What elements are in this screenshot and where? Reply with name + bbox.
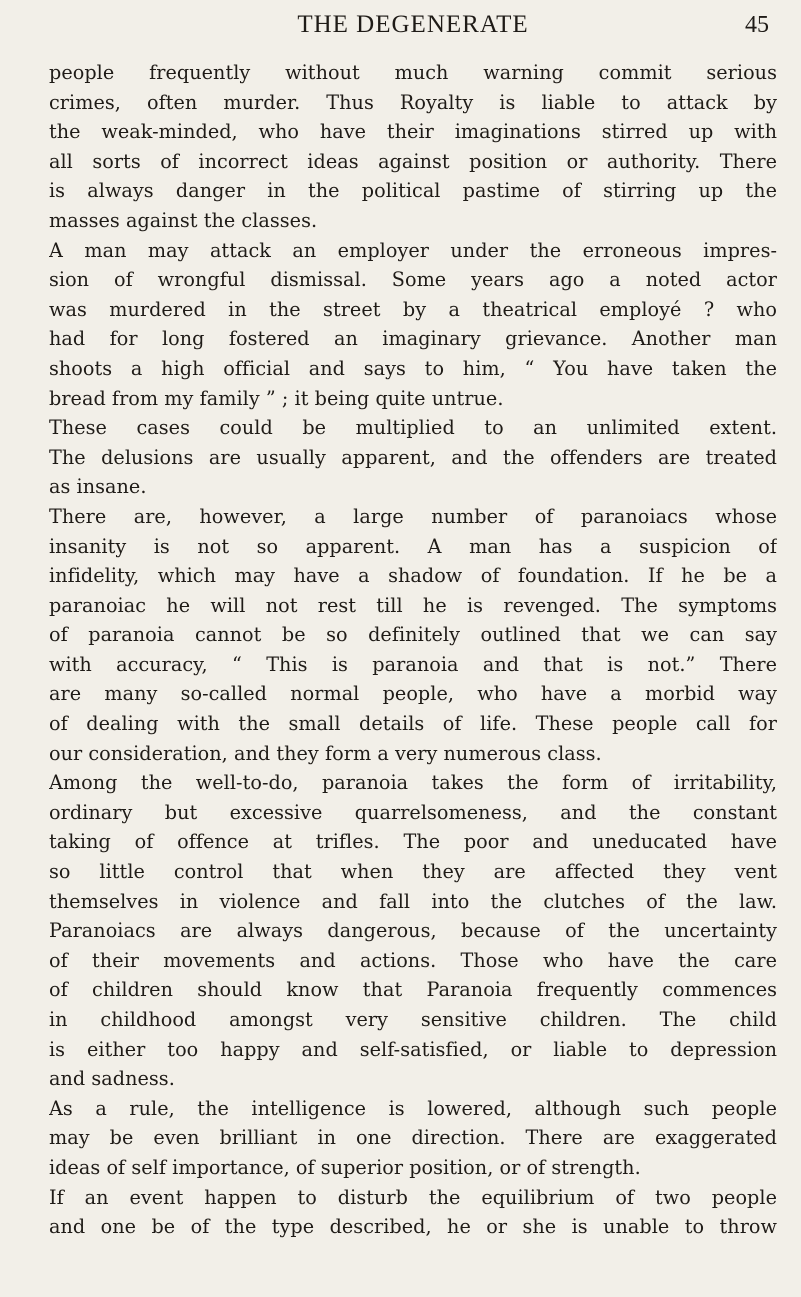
page-number: 45 (745, 12, 769, 38)
text-line: insanity is not so apparent. A man has a suspicion of (49, 534, 777, 558)
text-line: so little control that when they are affected they vent (49, 860, 777, 884)
page-title: THE DEGENERATE (297, 11, 529, 38)
text-line: was murdered in the street by a theatrical employé ? who (49, 297, 777, 321)
text-line: infidelity, which may have a shadow of foundation. If he be a (49, 564, 777, 588)
text-line: and sadness. (49, 1067, 175, 1091)
text-line: masses against the classes. (49, 208, 318, 232)
paragraph-1 (49, 58, 777, 236)
text-line: our consideration, and they form a very numerous class. (49, 741, 602, 765)
text-line: had for long fostered an imaginary grievance. Another man (49, 327, 777, 351)
text-line: with accuracy, “ This is paranoia and that is not.” There (49, 652, 777, 676)
paragraph-4 (49, 502, 777, 768)
text-line: people frequently without much warning commit serious (49, 61, 777, 84)
text-line: of dealing with the small details of life. These people call for (49, 712, 777, 736)
text-line: of children should know that Paranoia frequently commences (49, 978, 777, 1002)
text-line: These cases could be multiplied to an unlimited extent. (49, 416, 777, 440)
text-line: If an event happen to disturb the equilibrium of two people (49, 1185, 777, 1209)
text-line: shoots a high official and says to him, “ You have taken the (49, 356, 777, 380)
text-line: A man may attack an employer under the erroneous impres- (49, 238, 777, 262)
text-line: sion of wrongful dismissal. Some years ago a noted actor (49, 268, 777, 292)
running-head (49, 8, 777, 44)
paragraph-2 (49, 236, 777, 414)
text-line: of paranoia cannot be so definitely outlined that we can say (49, 623, 777, 647)
text-line: of their movements and actions. Those who have the care (49, 948, 777, 972)
text-line: The delusions are usually apparent, and the offenders are treated (49, 445, 777, 469)
text-line: may be even brilliant in one direction. There are exaggerated (49, 1126, 777, 1150)
text-line: Paranoiacs are always dangerous, because of the uncertainty (49, 919, 777, 943)
paragraph-3 (49, 413, 777, 502)
text-line: bread from my family ” ; it being quite untrue. (49, 386, 504, 410)
paragraph-6 (49, 1094, 777, 1183)
paragraph-7 (49, 1183, 777, 1242)
text-line: Among the well-to-do, paranoia takes the form of irritability, (49, 771, 777, 795)
text-line: themselves in violence and fall into the clutches of the law. (49, 889, 777, 913)
text-line: ideas of self importance, of superior position, or of strength. (49, 1155, 641, 1179)
text-line: in childhood amongst very sensitive children. The child (49, 1008, 777, 1031)
text-line: the weak-minded, who have their imaginations stirred up with (49, 120, 777, 144)
text-line: taking of offence at trifles. The poor and uneducated have (49, 830, 777, 854)
text-line: ordinary but excessive quarrelsomeness, and the constant (49, 800, 777, 824)
text-line: as insane. (49, 475, 147, 499)
text-line: and one be of the type described, he or she is unable to throw (49, 1215, 777, 1239)
text-line: crimes, often murder. Thus Royalty is liable to attack by (49, 90, 777, 114)
text-line: There are, however, a large number of paranoiacs whose (49, 504, 777, 528)
text-line: As a rule, the intelligence is lowered, although such people (49, 1096, 777, 1120)
text-line: are many so-called normal people, who have a morbid way (49, 682, 777, 706)
paragraph-5 (49, 768, 777, 1094)
body-text (49, 58, 777, 1242)
text-line: is always danger in the political pastime of stirring up the (49, 179, 777, 203)
text-line: all sorts of incorrect ideas against position or authority. There (49, 149, 777, 173)
text-line: is either too happy and self-satisfied, or liable to depression (49, 1037, 777, 1061)
text-line: paranoiac he will not rest till he is revenged. The symptoms (49, 593, 777, 617)
